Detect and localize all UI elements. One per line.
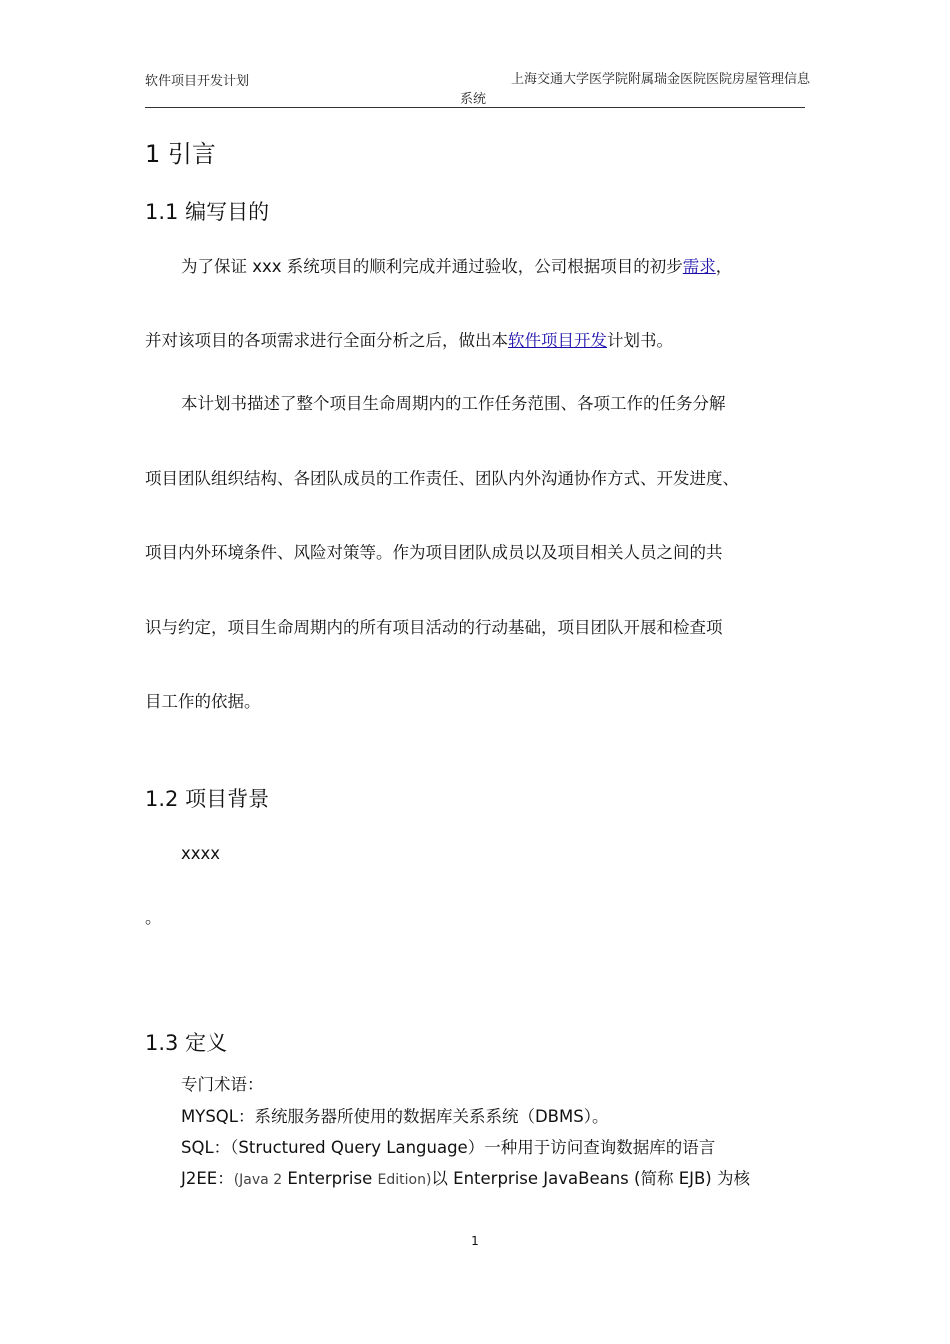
- header-rule: [145, 107, 805, 108]
- paragraph-scope-line3: 项目内外环境条件、风险对策等。作为项目团队成员以及项目相关人员之间的共: [145, 543, 723, 562]
- definition-sql: SQL：（Structured Query Language）一种用于访问查询数据库的语言: [181, 1138, 716, 1157]
- text-run: ，: [715, 257, 733, 276]
- paragraph-background-end: 。: [145, 908, 162, 927]
- paragraph-scope-line1: 本计划书描述了整个项目生命周期内的工作任务范围、各项工作的任务分解: [181, 394, 726, 413]
- definition-mysql: MYSQL：系统服务器所使用的数据库关系系统（DBMS）。: [181, 1107, 609, 1126]
- paragraph-scope-line4: 识与约定，项目生命周期内的所有项目活动的行动基础，项目团队开展和检查项: [145, 618, 723, 637]
- text-run: Edition): [377, 1172, 432, 1188]
- page-number: 1: [471, 1234, 479, 1248]
- text-run: J2EE：: [181, 1169, 234, 1188]
- link-requirements[interactable]: 需求: [682, 257, 716, 276]
- header-right: [460, 70, 810, 110]
- heading-1-1: 1.1 编写目的: [145, 200, 270, 224]
- header-right-line1: 上海交通大学医学院附属瑞金医院医院房屋管理信息: [510, 72, 810, 87]
- text-run: 计划书。: [607, 331, 673, 350]
- text-run: 以 Enterprise JavaBeans (简称 EJB) 为核: [431, 1169, 750, 1188]
- paragraph-scope-line2: 项目团队组织结构、各团队成员的工作责任、团队内外沟通协作方式、开发进度、: [145, 469, 739, 488]
- header-left: 软件项目开发计划: [145, 74, 250, 89]
- heading-1: 1 引言: [145, 140, 216, 168]
- paragraph-purpose-line1: [181, 255, 732, 279]
- paragraph-purpose-line2: [145, 329, 673, 353]
- paragraph-scope-line5: 目工作的依据。: [145, 692, 261, 711]
- text-run: Enterprise: [282, 1169, 378, 1188]
- text-run: 为了保证 xxx 系统项目的顺利完成并通过验收，公司根据项目的初步: [181, 257, 683, 276]
- paragraph-background: xxxx: [181, 844, 221, 863]
- text-run: (Java 2: [233, 1172, 283, 1188]
- text-run: 并对该项目的各项需求进行全面分析之后，做出本: [145, 331, 508, 350]
- definitions-label: 专门术语：: [181, 1075, 264, 1094]
- heading-1-2: 1.2 项目背景: [145, 787, 270, 811]
- definition-j2ee: [181, 1167, 750, 1192]
- header-right-line2: 系统: [460, 92, 487, 107]
- heading-1-3: 1.3 定义: [145, 1031, 228, 1055]
- link-software-project-dev[interactable]: 软件项目开发: [508, 331, 607, 350]
